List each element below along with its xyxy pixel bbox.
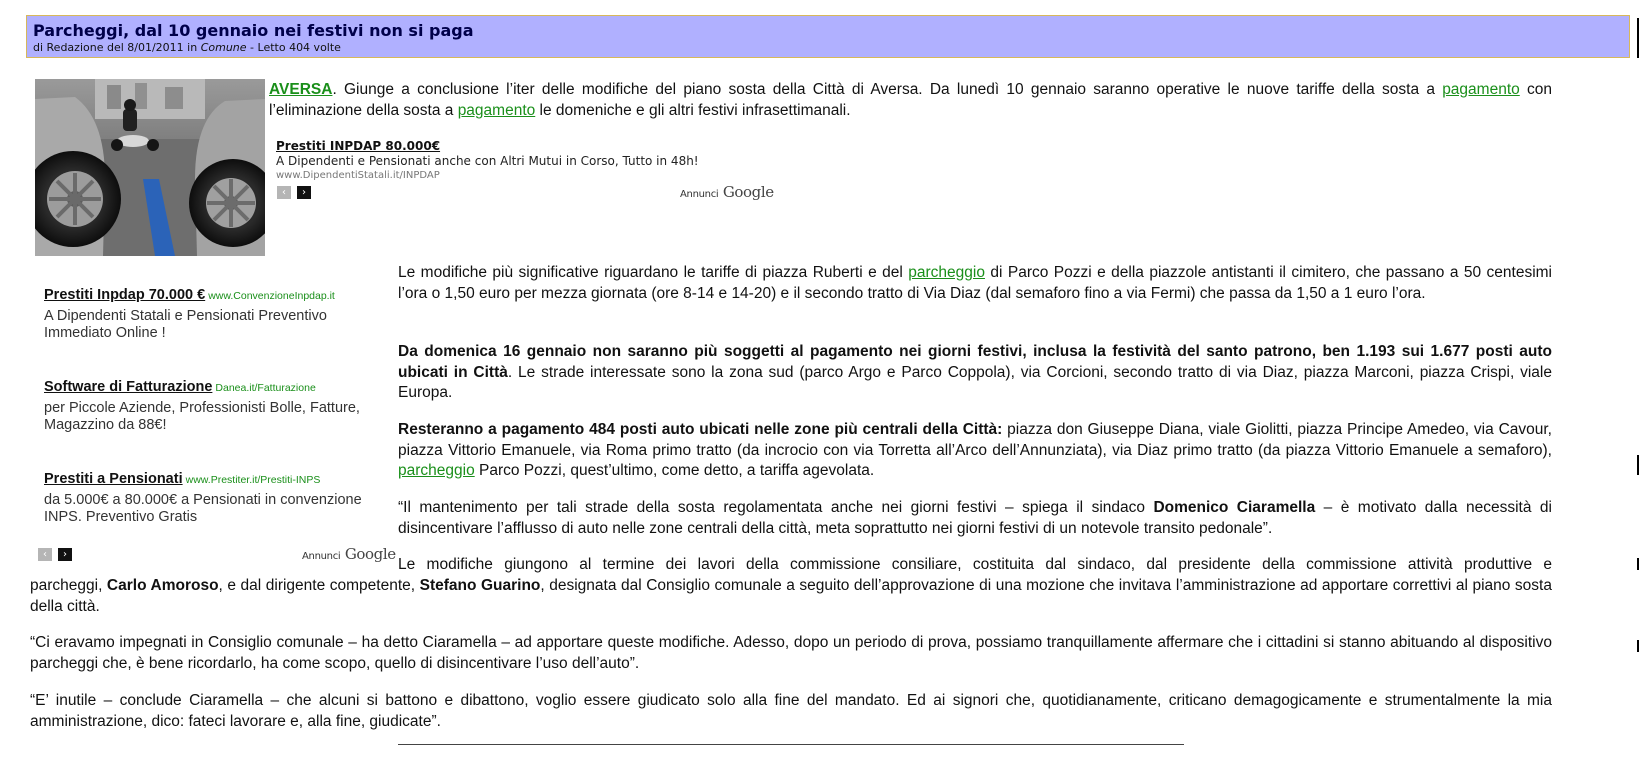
paragraph-text: – è motivato dalla necessità di disincentivare l’afflusso di auto nelle zone centrali della città, meta soprattutto nei giorni festivi di un notevole transito pedonale”. [398, 499, 1552, 537]
paragraph-text: “Il mantenimento per tali strade della sosta regolamentata anche nei giorni festivi – spiega il sindaco [398, 499, 1154, 516]
article-byline [33, 41, 1623, 55]
right-edge-mark [1637, 558, 1639, 570]
side-ad-description: per Piccole Aziende, Professionisti Bolle, Fatture, Magazzino da 88€! [44, 400, 360, 433]
side-ad-description: A Dipendenti Statali e Pensionati Preventivo Immediato Online ! [44, 308, 327, 341]
side-ad-url[interactable]: www.ConvenzioneInpdap.it [208, 290, 335, 302]
paragraph-text: , e dal dirigente competente, [218, 577, 420, 594]
byline-prefix: di Redazione del 8/01/2011 in [33, 41, 201, 54]
side-ad-1 [44, 286, 374, 342]
side-ad-2 [44, 378, 374, 434]
side-ad-annunci-google[interactable] [302, 545, 396, 564]
paragraph-bold-text: Da domenica 16 gennaio non saranno più soggetti al pagamento nei giorni festivi, inclusa la festività del santo patrono, ben 1.193 sui 1.677 posti auto ubicati in Città [398, 343, 1552, 381]
bottom-divider [398, 744, 1184, 745]
annunci-label: Annunci [680, 189, 719, 200]
paragraph-bold-text: Resteranno a pagamento 484 posti auto ubicati nelle zone più centrali della Città: [398, 421, 1003, 438]
paragraph-text: parcheggi, [30, 577, 107, 594]
paragraph-text: le domeniche e gli altri festivi infrasettimanali. [535, 101, 851, 119]
side-ad-title[interactable]: Prestiti a Pensionati [44, 471, 183, 487]
keyword-link-parcheggio[interactable]: parcheggio [908, 264, 985, 281]
paragraph-text: , designata dal Consiglio comunale a seguito dell’approvazione di una mozione che invitava l’amministrazione ad apportare correttivi al piano sosta della città. [30, 577, 1552, 615]
side-ad-3 [44, 470, 374, 526]
article-paragraph-1 [269, 80, 1552, 121]
paragraph-text: Parco Pozzi, quest’ultimo, come detto, a tariffa agevolata. [474, 462, 875, 479]
inline-ad-title[interactable]: Prestiti INPDAP 80.000€ [276, 139, 441, 153]
byline-suffix: - Letto 404 volte [246, 41, 341, 54]
inline-ad [276, 139, 776, 182]
article-paragraph-4 [398, 420, 1552, 482]
article-paragraph-8: “E’ inutile – conclude Ciaramella – che alcuni si battono e dibattono, voglio essere giudicato solo alla fine del mandato. Ed ai signori che, quotidianamente, criticano demagogicamente e strumentalmente la mia amministrazione, dico: fateci lavorare e, alla fine, giudicate”. [30, 692, 1552, 730]
side-ad-title[interactable]: Software di Fatturazione [44, 379, 213, 395]
paragraph-text: . Giunge a conclusione l’iter delle modifiche del piano sosta della Città di Aversa. Da lunedì 10 gennaio saranno operative le nuove tariffe della sosta a [332, 81, 1443, 98]
side-ad-prev-button[interactable]: ‹ [38, 548, 52, 561]
google-logo: Google [722, 183, 774, 201]
article-title: Parcheggi, dal 10 gennaio nei festivi non si paga [33, 21, 474, 40]
inline-ad-description: A Dipendenti e Pensionati anche con Altri Mutui in Corso, Tutto in 48h! [276, 154, 699, 168]
paragraph-text: Le modifiche giungono al termine dei lavori della commissione consiliare, costituita dal sindaco, dal presidente della commissione attività produttive e [398, 556, 1552, 573]
photo-illustration [35, 79, 265, 256]
paragraph-bold-text: Carlo Amoroso [106, 577, 219, 594]
paragraph-text: . Le strade interessate sono la zona sud (parco Argo e Parco Coppola), via Corcioni, secondo tratto di via Diaz, piazza Marconi, piazza Crispi, viale Europa. [398, 363, 1552, 401]
inline-ad-annunci-google[interactable] [680, 183, 774, 202]
side-ad-url[interactable]: Danea.it/Fatturazione [215, 382, 316, 394]
article-paragraph-6-line-1 [398, 555, 1552, 576]
article-header [26, 15, 1630, 58]
paragraph-text: con l’eliminazione della sosta a [269, 81, 1552, 119]
side-ad-description: da 5.000€ a 80.000€ a Pensionati in convenzione INPS. Preventivo Gratis [44, 492, 362, 525]
right-edge-mark [1637, 455, 1639, 475]
inline-ad-url[interactable]: www.DipendentiStatali.it/INPDAP [276, 170, 440, 181]
paragraph-bold-text: Stefano Guarino [419, 577, 541, 594]
right-edge-mark [1637, 18, 1639, 58]
inline-ad-prev-button[interactable]: ‹ [277, 186, 291, 199]
side-ad-url[interactable]: www.Prestiter.it/Prestiti-INPS [185, 474, 321, 486]
lead-link-aversa[interactable]: AVERSA [269, 81, 333, 98]
paragraph-bold-text: Domenico Ciaramella [1153, 499, 1316, 516]
keyword-link-pagamento[interactable]: pagamento [1442, 81, 1520, 98]
article-paragraph-2 [398, 263, 1552, 304]
article-paragraph-6 [30, 576, 1552, 617]
side-ad-title[interactable]: Prestiti Inpdap 70.000 € [44, 287, 206, 303]
paragraph-text: Le modifiche più significative riguardano le tariffe di piazza Ruberti e del [398, 264, 909, 281]
article-paragraph-5 [398, 498, 1552, 539]
article-paragraph-7: “Ci eravamo impegnati in Consiglio comunale – ha detto Ciaramella – ad apportare queste modifiche. Adesso, dopo un periodo di prova, possiamo tranquillamente affermare che i cittadini si stanno abituando al dispositivo parcheggi che, è bene ricordarlo, ha come scopo, quello di disincentivare l’uso dell’auto”. [30, 634, 1552, 672]
keyword-link-pagamento[interactable]: pagamento [457, 101, 536, 119]
annunci-label: Annunci [302, 551, 341, 562]
keyword-link-parcheggio[interactable]: parcheggio [398, 462, 475, 479]
article-photo [35, 79, 265, 256]
right-edge-mark [1637, 640, 1639, 652]
side-ad-next-button[interactable]: › [58, 548, 72, 561]
paragraph-text: di Parco Pozzi e della piazzole antistanti il cimitero, che passano a 50 centesimi l’ora o 1,50 euro per mezza giornata (ore 8-14 e 14-20) e il secondo tratto di Via Diaz (dal semaforo fino a via Fermi) che passa da 1,50 a 1 euro l’ora. [398, 264, 1552, 302]
google-logo: Google [344, 545, 396, 563]
article-paragraph-3 [398, 342, 1552, 404]
paragraph-text: piazza don Giuseppe Diana, viale Giolitti, piazza Principe Amedeo, via Cavour, piazza Vittorio Emanuele, via Roma primo tratto (da incrocio con via Torretta all’Arco dell’Annunziata), via Diaz primo tratto (da piazza Vittorio Emanuele a semaforo), [398, 421, 1552, 459]
inline-ad-next-button[interactable]: › [297, 186, 311, 199]
byline-category[interactable]: Comune [200, 41, 247, 54]
